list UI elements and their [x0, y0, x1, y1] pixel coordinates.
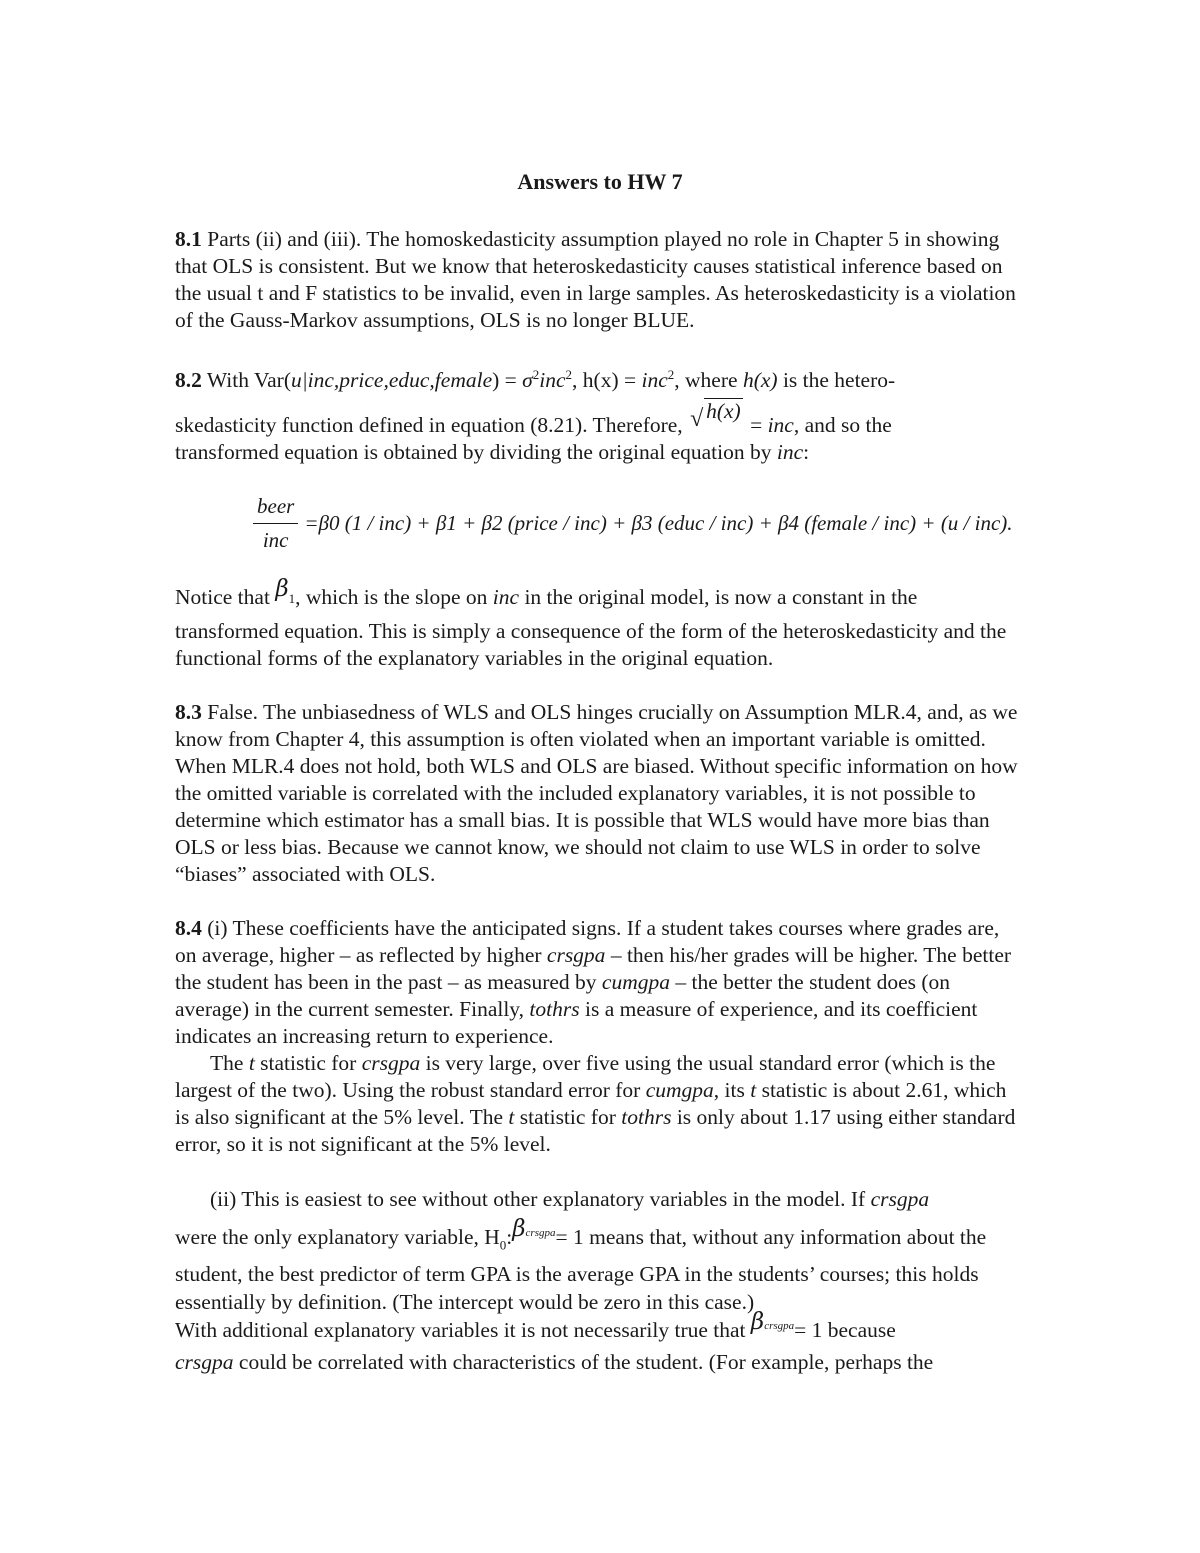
crsgpa-var: crsgpa: [175, 1349, 234, 1374]
text-span: With Var(: [201, 368, 291, 393]
text-span: With additional explanatory variables it is not necessarily true that: [175, 1317, 751, 1342]
text-span: statistic for: [514, 1105, 622, 1130]
beta-symbol: β: [512, 1216, 526, 1243]
inc-var: inc: [539, 368, 566, 393]
text-span: statistic for: [254, 1051, 362, 1076]
text-span: , which is the slope on: [295, 585, 493, 610]
radical-icon: √: [690, 406, 704, 433]
t-symbol: t: [508, 1105, 515, 1130]
text-span: The: [210, 1051, 249, 1076]
transformed-equation: [253, 493, 1025, 554]
answer-8-4-t-stats: [175, 1050, 1025, 1158]
text-span: transformed equation is obtained by dividing the original equation by: [175, 440, 777, 465]
sigma-symbol: σ: [522, 368, 533, 393]
answer-8-2: [175, 361, 1025, 394]
text-span: , and so the: [793, 413, 892, 438]
text-span: is the hetero-: [777, 368, 896, 393]
inc-var: inc: [641, 368, 668, 393]
answer-8-2-cont: [175, 399, 1025, 466]
answer-text: Parts (ii) and (iii). The homoskedasticity assumption played no role in Chapter 5 in showing that OLS is consistent. But we know that heteroskedasticity causes statistical inference based on the usual t and F statistics to be invalid, even in large samples. As heteroskedasticity is a violation of the Gauss-Markov assumptions, OLS is no longer BLUE.: [175, 227, 1016, 332]
text-span: = 1 because: [794, 1317, 896, 1342]
inc-var: inc: [767, 413, 794, 438]
fraction-denominator: inc: [262, 528, 289, 553]
tothrs-var: tothrs: [621, 1105, 672, 1130]
text-span: is a measure of experience, and its coefficient indicates an increasing return to experience.: [175, 997, 978, 1049]
text-span: , h(x) =: [572, 368, 642, 393]
tothrs-var: tothrs: [529, 997, 580, 1022]
document-page: [175, 160, 1025, 1403]
crsgpa-var: crsgpa: [546, 943, 606, 968]
text-span: , its: [713, 1078, 751, 1103]
condition-text: u|inc,price,educ,female: [290, 368, 493, 393]
text-span: (ii) This is easiest to see without other explanatory variables in the model. If: [210, 1187, 871, 1212]
answer-number: 8.2: [175, 368, 202, 393]
text-span: ) =: [492, 368, 523, 393]
answer-8-4-part-ii-cont: [175, 1216, 1025, 1375]
answer-8-4-part-ii: [175, 1185, 1025, 1214]
text-span: , where: [674, 368, 743, 393]
text-span: is very large, over five using the usual standard error (which is the largest of the two). Using the robust standard error for: [175, 1051, 996, 1103]
square-root: [690, 399, 743, 439]
cumgpa-var: cumgpa: [601, 970, 670, 995]
answer-8-1: [175, 226, 1025, 334]
text-span: skedasticity function defined in equation (8.21). Therefore,: [175, 413, 689, 438]
crsgpa-var: crsgpa: [870, 1187, 930, 1212]
answer-number: 8.4: [175, 916, 202, 941]
text-span: could be correlated with characteristics of the student. (For example, perhaps the: [233, 1349, 934, 1374]
crsgpa-var: crsgpa: [361, 1051, 421, 1076]
equation-rhs: =β0 (1 / inc) + β1 + β2 (price / inc) + β3 (educ / inc) + β4 (female / inc) + (u / inc).: [304, 511, 1013, 536]
answer-number: 8.1: [175, 227, 202, 251]
h-function: h(x): [742, 368, 778, 393]
text-span: =: [744, 413, 768, 438]
page-title: Answers to HW 7: [517, 169, 683, 194]
subscript: 1: [288, 591, 296, 607]
answer-text: False. The unbiasedness of WLS and OLS hinges crucially on Assumption MLR.4, and, as we know from Chapter 4, this assumption is often violated when an important variable is omitted. When MLR.4 does not hold, both WLS and OLS are biased. Without specific information on how the omitted variable is correlated with the included explanatory variables, it is not possible to determine which estimator has a small bias. It is possible that WLS would have more bias than OLS or less bias. Because we cannot know, we should not claim to use WLS in order to solve “biases” associated with OLS.: [175, 700, 1018, 887]
text-span: (i) These coefficients have the anticipated signs. If a student takes courses where grades are, on average, higher – as reflected by higher: [175, 916, 1000, 968]
superscript: 2: [532, 367, 540, 382]
answer-number: 8.3: [175, 700, 202, 725]
inc-var: inc: [776, 440, 804, 465]
superscript: 2: [667, 367, 675, 382]
text-span: – the better the student does (on average) in the current semester. Finally,: [175, 970, 951, 1022]
text-span: is only about 1.17 using either standard error, so it is not significant at the 5% level.: [175, 1105, 1016, 1157]
text-span: :: [803, 440, 810, 465]
answer-8-4: [175, 915, 1025, 1050]
beta-symbol: β: [275, 576, 289, 603]
fraction: [253, 493, 298, 554]
t-symbol: t: [248, 1051, 255, 1076]
subscript: crsgpa: [764, 1319, 795, 1332]
text-span: :: [506, 1225, 513, 1250]
text-span: were the only explanatory variable, H: [175, 1225, 500, 1250]
text-span: Notice that: [175, 585, 276, 610]
answer-8-2-notice: [175, 576, 1025, 672]
subscript: crsgpa: [525, 1227, 556, 1240]
subscript: 0: [499, 1237, 507, 1253]
superscript: 2: [565, 367, 573, 382]
t-symbol: t: [750, 1078, 757, 1103]
text-span: statistic is about 2.61, which is also significant at the 5% level. The: [175, 1078, 1007, 1130]
inc-var: inc: [492, 585, 520, 610]
answer-8-3: [175, 699, 1025, 888]
beta-symbol: β: [750, 1308, 765, 1335]
text-span: – then his/her grades will be higher. The better the student has been in the past – as measured by: [175, 943, 1012, 995]
fraction-bar: [253, 523, 298, 524]
cumgpa-var: cumgpa: [645, 1078, 714, 1103]
text-span: in the original model, is now a constant in the transformed equation. This is simply a consequence of the form of the heteroskedasticity and the functional forms of the explanatory variables in the original equation.: [175, 585, 1007, 671]
text-span: = 1 means that, without any information about the student, the best predictor of term GPA is the average GPA in the students’ courses; this holds essentially by definition. (The intercept would be zero in this case.): [175, 1225, 987, 1314]
fraction-numerator: beer: [257, 494, 295, 519]
h-function: h(x): [706, 399, 741, 424]
